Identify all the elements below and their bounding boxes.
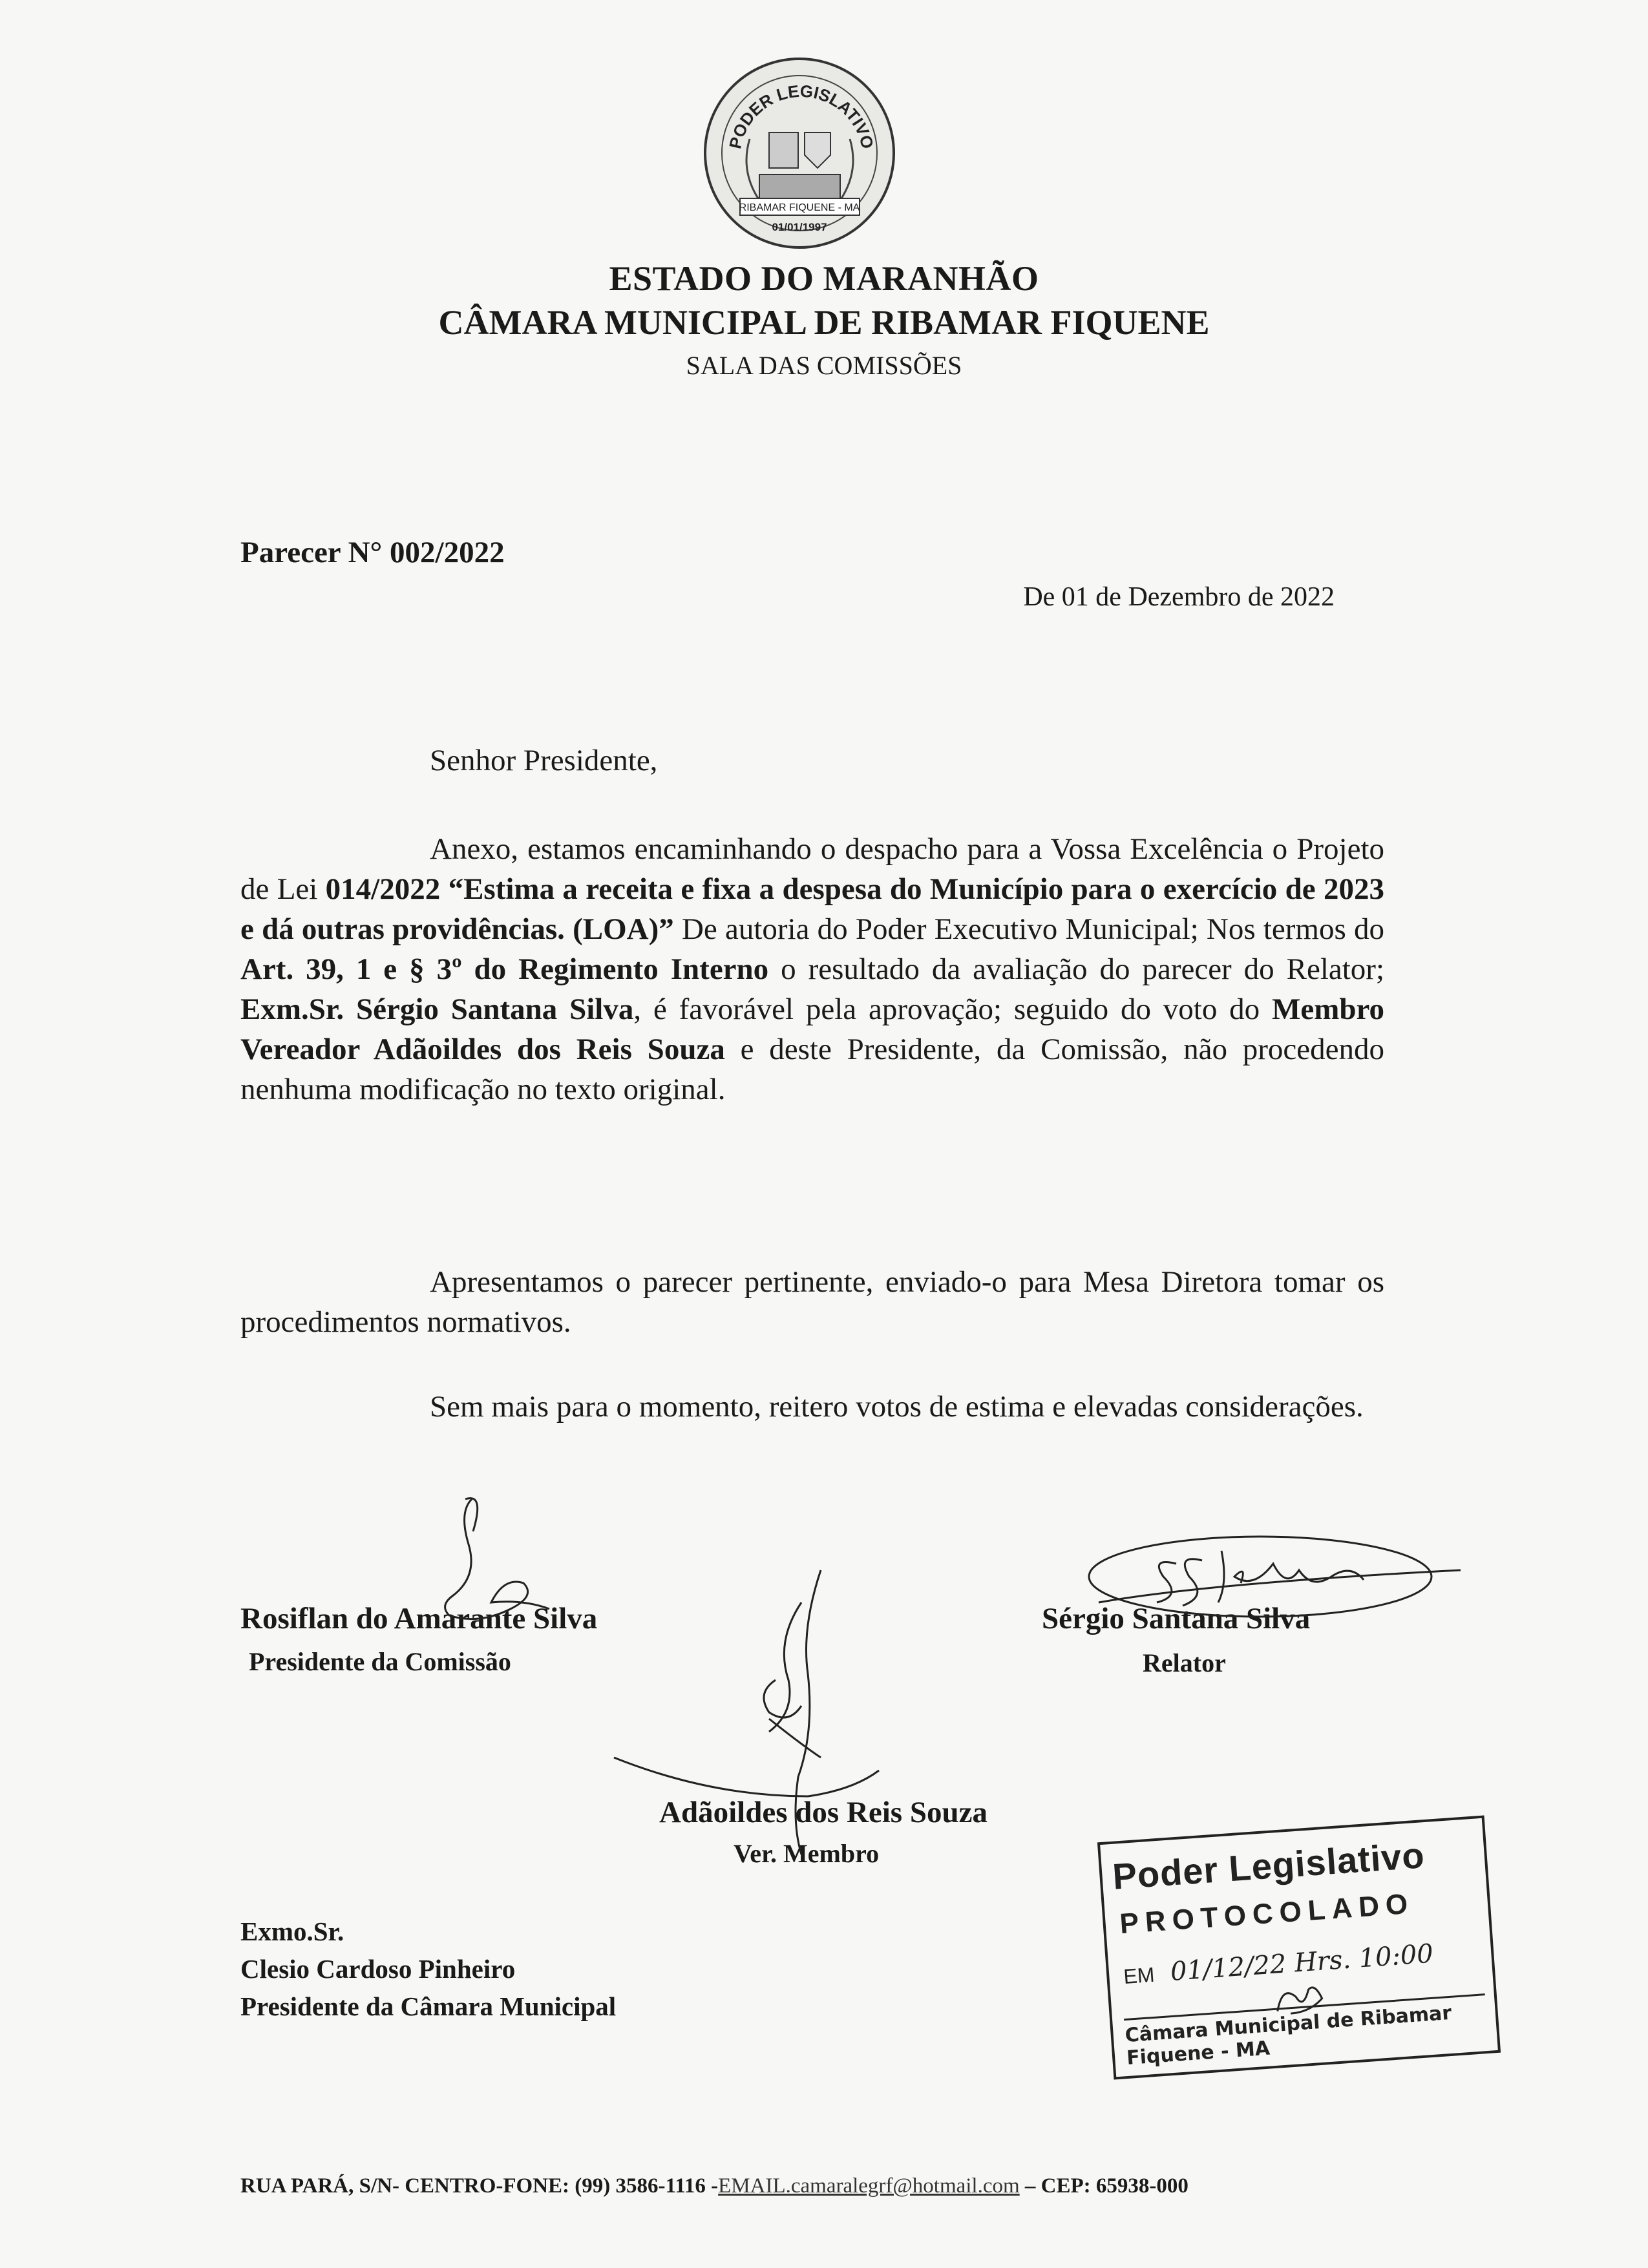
salutation: Senhor Presidente,: [430, 744, 658, 777]
member-role: Ver. Membro: [734, 1839, 880, 1868]
rapporteur-role: Relator: [1143, 1648, 1226, 1677]
page-footer: [240, 2174, 1188, 2198]
p1-bold-2: Art. 39, 1 e § 3º do Regimento Interno: [240, 952, 769, 986]
footer-cep: – CEP: 65938-000: [1019, 2174, 1188, 2198]
paragraph-2: [240, 1262, 1384, 1342]
p1-bold-4: Membro Vereador Adãoildes dos Reis Souza: [240, 992, 1384, 1066]
paragraph-3: [240, 1387, 1384, 1427]
seal-arc-text: PODER LEGISLATIVO: [725, 81, 878, 151]
p1-text-2: De autoria do Poder Executivo Municipal; Nos termos do: [673, 912, 1384, 946]
paragraph-2-text: Apresentamos o parecer pertinente, enviado-o para Mesa Diretora tomar os procedimentos normativos.: [240, 1265, 1384, 1339]
header-state: ESTADO DO MARANHÃO: [609, 259, 1039, 298]
addressee-role: Presidente da Câmara Municipal: [240, 1991, 617, 2021]
footer-address: RUA PARÁ, S/N- CENTRO-FONE: (99) 3586-1116 -: [240, 2174, 719, 2198]
stamp-footer: Câmara Municipal de Ribamar Fiquene - MA: [1124, 1993, 1488, 2070]
document-date: De 01 de Dezembro de 2022: [1023, 582, 1335, 612]
paragraph-3-text: Sem mais para o momento, reitero votos de estima e elevadas considerações.: [430, 1390, 1364, 1423]
header-chamber: CÂMARA MUNICIPAL DE RIBAMAR FIQUENE: [438, 303, 1210, 342]
p1-text-3: o resultado da avaliação do parecer do Relator;: [768, 952, 1384, 986]
p1-bold-3: Exm.Sr. Sérgio Santana Silva: [240, 992, 634, 1026]
member-name: Adãoildes dos Reis Souza: [659, 1796, 988, 1829]
addressee: [240, 1913, 616, 2025]
stamp-subtitle: PROTOCOLADO: [1119, 1887, 1415, 1940]
addressee-name: Clesio Cardoso Pinheiro: [240, 1954, 516, 1984]
footer-email-link[interactable]: EMAIL.camaralegrf@hotmail.com: [718, 2174, 1020, 2198]
seal-banner: RIBAMAR FIQUENE - MA: [739, 202, 860, 213]
parecer-number: Parecer N° 002/2022: [240, 536, 505, 569]
stamp-title: Poder Legislativo: [1111, 1834, 1426, 1897]
addressee-title: Exmo.Sr.: [240, 1916, 344, 1946]
stamp-handwritten: 01/12/22 Hrs. 10:00: [1169, 1938, 1435, 1987]
stamp-em-label: EM: [1123, 1962, 1156, 1989]
president-name: Rosiflan do Amarante Silva: [240, 1602, 598, 1635]
seal-date: 01/01/1997: [772, 221, 827, 233]
legislative-seal: [701, 55, 898, 252]
p1-text-1: Anexo, estamos encaminhando o despacho para a Vossa Excelência o Projeto de Lei: [240, 832, 1384, 906]
p1-text-4: , é favorável pela aprovação; seguido do voto do: [633, 992, 1272, 1026]
p1-text-5: e deste Presidente, da Comissão, não procedendo nenhuma modificação no texto original.: [240, 1033, 1384, 1106]
paragraph-1: [240, 829, 1384, 1109]
header-room: SALA DAS COMISSÕES: [686, 351, 962, 380]
rapporteur-name: Sérgio Santana Silva: [1042, 1602, 1311, 1635]
protocol-stamp: [1097, 1816, 1501, 2080]
p1-bold-1: 014/2022 “Estima a receita e fixa a despesa do Município para o exercício de 2023 e dá outras providências. (LOA)”: [240, 872, 1384, 946]
president-role: Presidente da Comissão: [249, 1647, 511, 1676]
